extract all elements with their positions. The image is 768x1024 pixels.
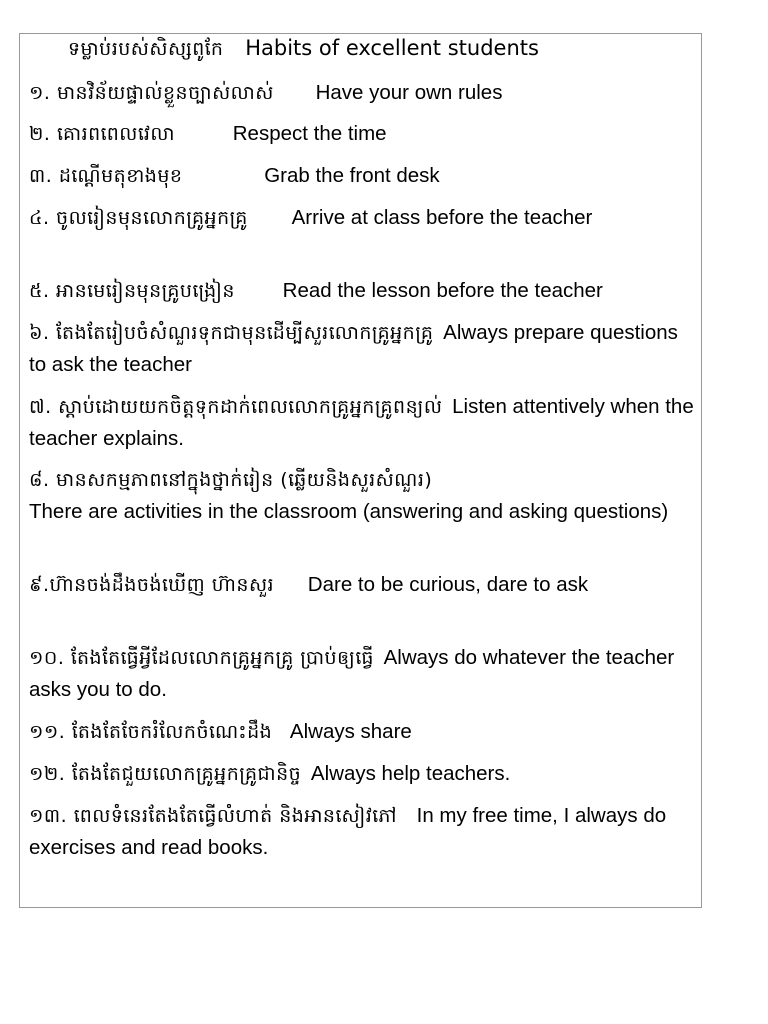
item-khmer: ៤. ចូលរៀនមុនលោកគ្រូអ្នកគ្រូ [29,207,248,229]
title-english: Habits of excellent students [245,36,539,60]
list-item-3 [29,160,694,192]
item-khmer: ៥. អានមេរៀនមុនគ្រូបង្រៀន [29,280,235,302]
item-english: Have your own rules [315,81,503,104]
item-khmer: ៦. តែងតែរៀបចំសំណួរទុកជាមុនដើម្បីសួរលោកគ្រូអ្នកគ្រូ [29,322,434,344]
item-english: Always share [289,720,412,743]
list-item-12 [29,758,694,790]
item-khmer: ១០. តែងតែធ្វើអ្វីដែលលោកគ្រូអ្នកគ្រូ ប្រាប់ឲ្យធ្វើ [29,647,374,669]
item-khmer: ៨. មានសកម្មភាពនៅក្នុងថ្នាក់រៀន (ឆ្លើយនិងសួរសំណួរ) [29,469,433,491]
item-english: There are activities in the classroom (answering and asking questions) [29,500,669,523]
list-item-1 [29,77,694,109]
title-khmer: ទម្លាប់របស់សិស្សពូកែ [68,38,224,60]
list-item-2 [29,118,694,150]
item-english: Grab the front desk [264,164,440,187]
item-english: Dare to be curious, dare to ask [307,573,589,596]
item-khmer: ៩.ហ៊ានចង់ដឹងចង់ឃើញ ហ៊ានសួរ [29,574,275,596]
item-english: Always help teachers. [310,762,511,785]
list-item-8 [29,464,694,527]
item-english: Read the lesson before the teacher [282,279,603,302]
list-item-4 [29,202,694,234]
list-item-13 [29,800,694,863]
item-english: Respect the time [232,122,387,145]
list-item-9 [29,569,694,601]
list-item-5 [29,275,694,307]
item-khmer: ៧. ស្តាប់ដោយយកចិត្តទុកដាក់ពេលលោកគ្រូអ្នកគ្រូពន្យល់ [29,396,443,418]
item-english: In my free time, I always do exercises and read books. [29,804,667,859]
item-english: Arrive at class before the teacher [291,206,593,229]
page-title [68,36,539,65]
list-item-11 [29,716,694,748]
item-english: Always prepare questions to ask the teacher [29,321,678,376]
item-khmer: ១. មានវិន័យផ្ទាល់ខ្លួនច្បាស់លាស់ [29,82,274,104]
item-khmer: ២. គោរពពេលវេលា [29,123,176,145]
list-item-10 [29,642,694,705]
list-item-6 [29,317,694,380]
item-khmer: ១២. តែងតែជួយលោកគ្រូអ្នកគ្រូជានិច្ច [29,763,302,785]
item-khmer: ១៣. ពេលទំនេរតែងតែធ្វើលំហាត់ និងអានសៀវភៅ [29,805,397,827]
item-english: Listen attentively when the teacher explains. [29,395,694,450]
item-khmer: ១១. តែងតែចែករំលែកចំណេះដឹង [29,721,273,743]
list-item-7 [29,391,694,454]
item-khmer: ៣. ដណ្តើមតុខាងមុខ [29,165,183,187]
item-english: Always do whatever the teacher asks you to do. [29,646,675,701]
